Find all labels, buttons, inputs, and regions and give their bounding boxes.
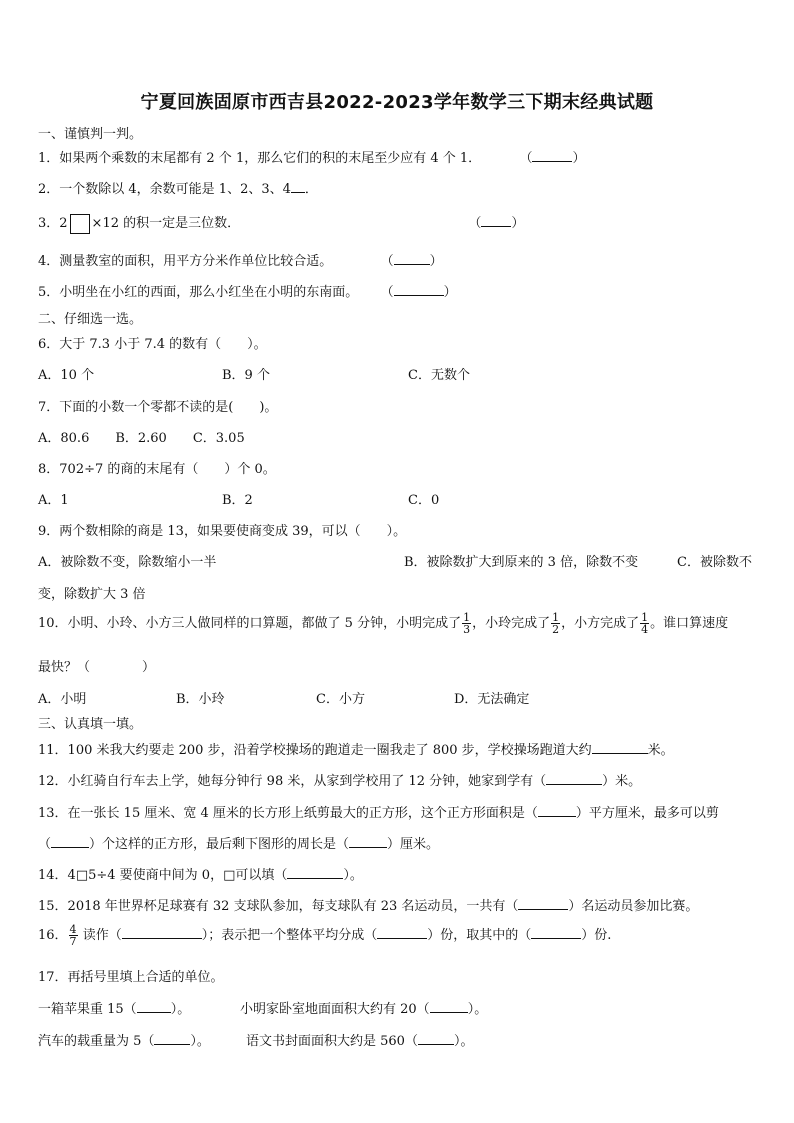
question-1 [38,147,585,166]
answer-blank[interactable] [481,214,511,227]
question-14-end: ）。 [343,868,363,883]
question-17: 17．再括号里填上合适的单位。 [38,970,224,985]
question-10-option-d[interactable]: D．无法确定 [454,692,530,707]
question-9-option-b[interactable]: B．被除数扩大到原来的 3 倍，除数不变 [404,555,639,570]
question-6: 6．大于 7.3 小于 7.4 的数有（ ）。 [38,337,267,352]
question-8-option-b[interactable]: B．2 [222,493,253,508]
paren-open: （ [519,151,533,166]
question-12 [38,770,641,789]
question-9-option-c[interactable]: C．被除数不 [677,555,752,570]
answer-blank[interactable] [430,1000,468,1013]
question-17-item-4 [246,1030,473,1049]
question-14-text: 14．4□5÷4 要使商中间为 0，□可以填（ [38,868,288,883]
question-6-option-a[interactable]: A．10 个 [38,368,95,383]
question-13 [38,802,719,821]
paren-close: ）。 [190,1034,210,1049]
question-8-option-a[interactable]: A．1 [38,493,69,508]
question-11 [38,739,674,758]
question-13-unit: ）厘米。 [387,837,440,852]
question-4-answer[interactable] [381,254,443,269]
question-2 [38,178,318,197]
fraction-numerator: 1 [463,611,471,624]
answer-blank[interactable] [518,897,568,910]
question-7: 7．下面的小数一个零都不读的是( )。 [38,400,278,415]
question-15-text: 15．2018 年世界杯足球赛有 32 支球队参加，每支球队有 23 名运动员，一共有（ [38,899,519,914]
question-6-option-c[interactable]: C．无数个 [408,368,470,383]
answer-blank[interactable] [154,1032,190,1045]
question-17-item-4-text: 语文书封面面积大约是 560（ [246,1034,418,1049]
question-12-text: 12．小红骑自行车去上学，她每分钟行 98 米，从家到学校用了 12 分钟，她家到学有（ [38,774,547,789]
question-3-answer[interactable] [468,216,524,231]
fraction-numerator: 1 [552,611,560,624]
question-16 [38,924,611,947]
answer-blank[interactable] [394,252,430,265]
question-1-text: 1．如果两个乘数的末尾都有 2 个 1，那么它们的积的末尾至少应有 4 个 1． [38,151,482,166]
question-15-end: ）名运动员参加比赛。 [568,899,699,914]
answer-blank[interactable] [532,149,572,162]
question-9: 9．两个数相除的商是 13，如果要使商变成 39，可以（ ）。 [38,524,407,539]
answer-blank[interactable] [349,835,387,848]
question-5 [38,281,457,300]
question-12-unit: ）米。 [602,774,642,789]
answer-blank[interactable] [291,180,305,193]
question-16-text-2: ）份，取其中的（ [427,928,532,943]
question-13-text: 13．在一张长 15 厘米、宽 4 厘米的长方形上纸剪最大的正方形，这个正方形面积是（ [38,806,538,821]
question-10 [38,612,728,635]
paren-open: （ [468,216,482,231]
fraction-denominator: 4 [641,623,649,636]
question-16-end: ）份. [581,928,612,943]
question-16-number: 16． [38,928,68,943]
answer-blank[interactable] [137,1000,171,1013]
fraction-four-sevenths [69,924,78,947]
paren-close: ） [511,216,525,231]
section-heading-2: 二、仔细选一选。 [38,312,143,327]
question-9-option-c-continued: 变，除数扩大 3 倍 [38,587,146,602]
paren-close: ） [572,151,586,166]
answer-blank[interactable] [592,741,648,754]
question-17-item-2-text: 小明家卧室地面面积大约有 20（ [240,1002,430,1017]
answer-blank[interactable] [287,866,343,879]
question-16-read-as: 读作（ [82,928,122,943]
question-10-option-c[interactable]: C．小方 [316,692,365,707]
paren-close: ） [443,285,457,300]
paren-close: ）。 [467,1002,488,1017]
question-13-line-2 [38,833,439,852]
answer-blank[interactable] [394,283,444,296]
fraction-one-quarter [640,612,649,635]
paren-open: （ [38,837,52,852]
question-15 [38,895,698,914]
section-heading-1: 一、谨慎判一判。 [38,127,143,142]
question-8: 8．702÷7 的商的末尾有（ ）个 0。 [38,462,276,477]
fraction-denominator: 7 [69,935,77,948]
fraction-numerator: 4 [69,923,77,936]
question-5-answer[interactable] [381,285,457,300]
digit-box[interactable] [70,214,90,234]
question-9-option-a[interactable]: A．被除数不变，除数缩小一半 [38,555,217,570]
question-16-text: ）；表示把一个整体平均分成（ [201,928,378,943]
question-5-text: 5．小明坐在小红的西面，那么小红坐在小明的东南面。 [38,285,359,300]
question-4 [38,250,443,269]
section-heading-3: 三、认真填一填。 [38,717,143,732]
fraction-denominator: 3 [463,623,471,636]
question-17-item-3 [38,1030,210,1049]
question-1-answer[interactable] [519,151,585,166]
question-14 [38,864,363,883]
question-10-mid-1: ，小玲完成了 [472,616,551,631]
paren-open: （ [380,254,394,269]
question-10-mid-2: ，小方完成了 [561,616,640,631]
question-17-item-1-text: 一箱苹果重 15（ [38,1002,137,1017]
paren-close: ） [429,254,443,269]
answer-blank[interactable] [377,926,427,939]
question-17-item-3-text: 汽车的载重量为 5（ [38,1034,155,1049]
question-10-post: 。谁口算速度 [650,616,729,631]
question-3-pre: 3．2 [38,216,68,231]
question-8-option-c[interactable]: C．0 [408,493,440,508]
paren-open: （ [380,285,394,300]
answer-blank[interactable] [418,1032,454,1045]
question-11-unit: 米。 [647,743,674,758]
question-10-option-b[interactable]: B．小玲 [176,692,225,707]
page-title: 宁夏回族固原市西吉县2022-2023学年数学三下期末经典试题 [140,92,654,113]
question-3 [38,212,524,234]
question-4-text: 4．测量教室的面积，用平方分米作单位比较合适。 [38,254,333,269]
answer-blank[interactable] [531,926,581,939]
paren-close: ）。 [170,1002,191,1017]
question-2-text: 2．一个数除以 4，余数可能是 1、2、3、4 [38,182,291,197]
question-17-item-2 [240,998,487,1017]
question-6-option-b[interactable]: B．9 个 [222,368,270,383]
answer-blank[interactable] [51,835,89,848]
question-10-line-2: 最快？（ ） [38,660,156,675]
answer-blank[interactable] [546,772,602,785]
question-11-text: 11．100 米我大约要走 200 步，沿着学校操场的跑道走一圈我走了 800 步，学校操场跑道大约 [38,743,592,758]
question-7-options[interactable]: A．80.6 B．2.60 C．3.05 [38,431,245,446]
question-3-post: ×12 的积一定是三位数． [91,216,241,231]
question-17-item-1 [38,998,190,1017]
question-13-line-2-text: ）个这样的正方形，最后剩下图形的周长是（ [89,837,350,852]
answer-blank[interactable] [122,926,202,939]
question-10-option-a[interactable]: A．小明 [38,692,87,707]
fraction-one-third [462,612,471,635]
fraction-denominator: 2 [552,623,560,636]
answer-blank[interactable] [538,804,576,817]
question-10-text: 10．小明、小玲、小方三人做同样的口算题，都做了 5 分钟，小明完成了 [38,616,462,631]
fraction-one-half [551,612,560,635]
paren-close: ）。 [453,1034,474,1049]
fraction-numerator: 1 [641,611,649,624]
question-13-mid: ）平方厘米，最多可以剪 [575,806,719,821]
question-2-end: ． [304,182,318,197]
